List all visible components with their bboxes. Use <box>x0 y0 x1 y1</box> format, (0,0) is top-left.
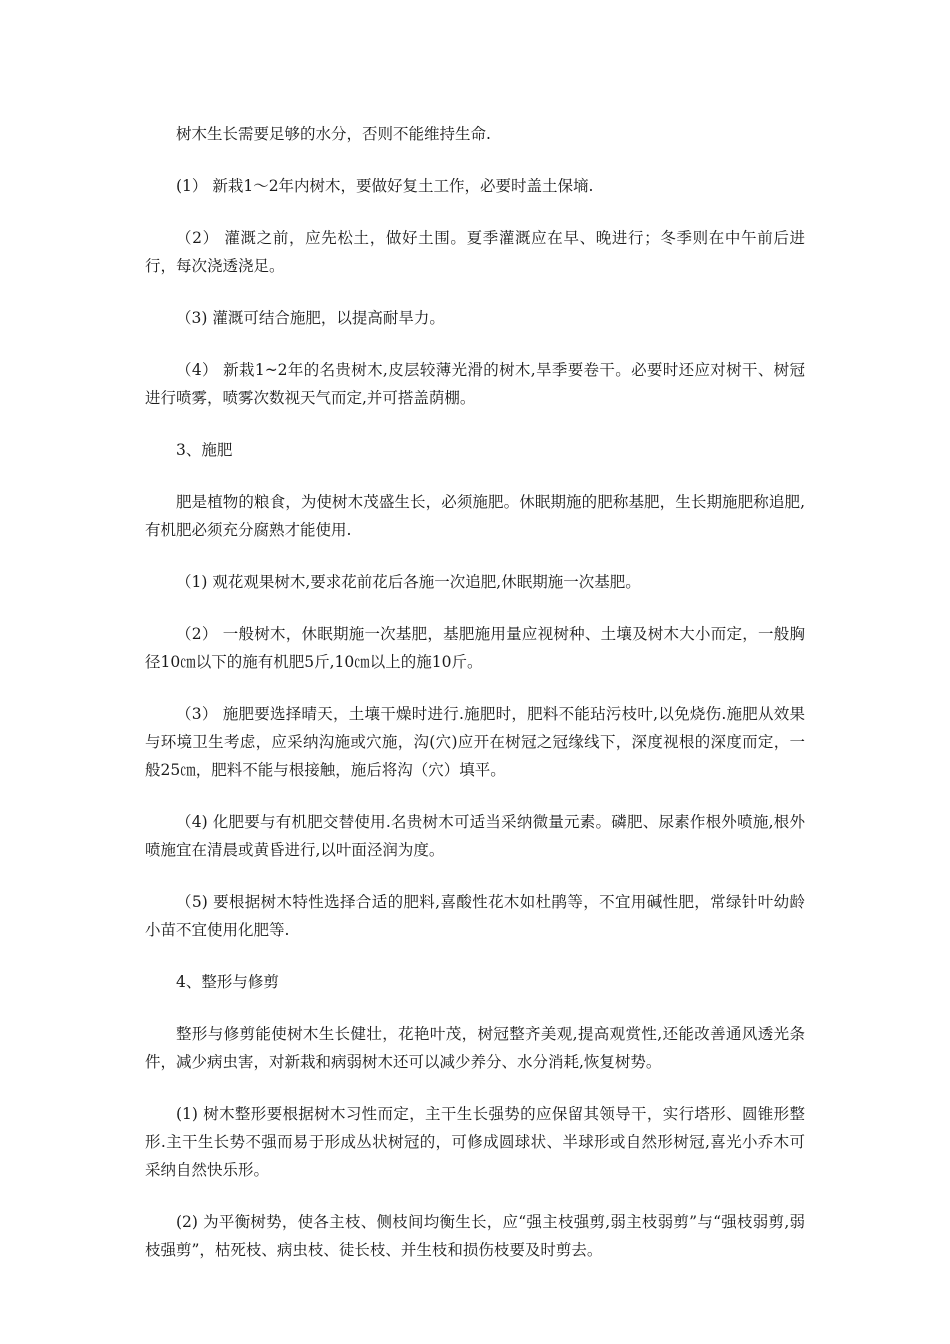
paragraph: (1) 树木整形要根据树木习性而定，主干生长强势的应保留其领导干，实行塔形、圆锥形整形.主干生长势不强而易于形成丛状树冠的，可修成圆球状、半球形或自然形树冠,喜光小乔木可采纳自然快乐形。 <box>145 1105 805 1179</box>
paragraph: （2） 灌溉之前，应先松土，做好土围。夏季灌溉应在早、晚进行；冬季则在中午前后进行，每次浇透浇足。 <box>145 229 805 275</box>
paragraph: （4） 新栽1~2年的名贵树木,皮层较薄光滑的树木,旱季要卷干。必要时还应对树干、树冠进行喷雾，喷雾次数视天气而定,并可搭盖荫棚。 <box>145 361 805 407</box>
paragraph: （3） 施肥要选择晴天，土壤干燥时进行.施肥时，肥料不能玷污枝叶,以免烧伤.施肥从效果与环境卫生考虑，应采纳沟施或穴施，沟(穴)应开在树冠之冠缘线下，深度视根的深度而定，一般25㎝，肥料不能与根接触，施后将沟（穴）填平。 <box>145 705 805 779</box>
paragraph: （3) 灌溉可结合施肥，以提高耐旱力。 <box>176 309 445 327</box>
section-heading: 4、整形与修剪 <box>176 973 279 991</box>
document-body <box>145 120 805 1288</box>
paragraph: 肥是植物的粮食，为使树木茂盛生长，必须施肥。休眠期施的肥称基肥，生长期施肥称追肥,有机肥必须充分腐熟才能使用. <box>145 493 805 539</box>
paragraph: (2) 为平衡树势，使各主枝、侧枝间均衡生长，应“强主枝强剪,弱主枝弱剪”与“强枝弱剪,弱枝强剪”，枯死枝、病虫枝、徒长枝、并生枝和损伤枝要及时剪去。 <box>145 1213 805 1259</box>
paragraph: （4) 化肥要与有机肥交替使用.名贵树木可适当采纳微量元素。磷肥、尿素作根外喷施,根外喷施宜在清晨或黄昏进行,以叶面泾润为度。 <box>145 813 805 859</box>
paragraph: 整形与修剪能使树木生长健壮，花艳叶茂，树冠整齐美观,提高观赏性,还能改善通风透光条件，减少病虫害，对新栽和病弱树木还可以减少养分、水分消耗,恢复树势。 <box>145 1025 805 1071</box>
paragraph: (1） 新栽1～2年内树木，要做好复土工作，必要时盖土保墒. <box>176 177 594 195</box>
paragraph: （1) 观花观果树木,要求花前花后各施一次追肥,休眠期施一次基肥。 <box>176 573 641 591</box>
section-heading: 3、施肥 <box>176 441 233 459</box>
paragraph: （2） 一般树木，休眠期施一次基肥，基肥施用量应视树种、土壤及树木大小而定，一般胸径10㎝以下的施有机肥5斤,10㎝以上的施10斤。 <box>145 625 805 671</box>
paragraph: 树木生长需要足够的水分，否则不能维持生命. <box>176 125 491 143</box>
paragraph: （5) 要根据树木特性选择合适的肥料,喜酸性花木如杜鹃等，不宜用碱性肥，常绿针叶幼龄小苗不宜使用化肥等. <box>145 893 805 939</box>
